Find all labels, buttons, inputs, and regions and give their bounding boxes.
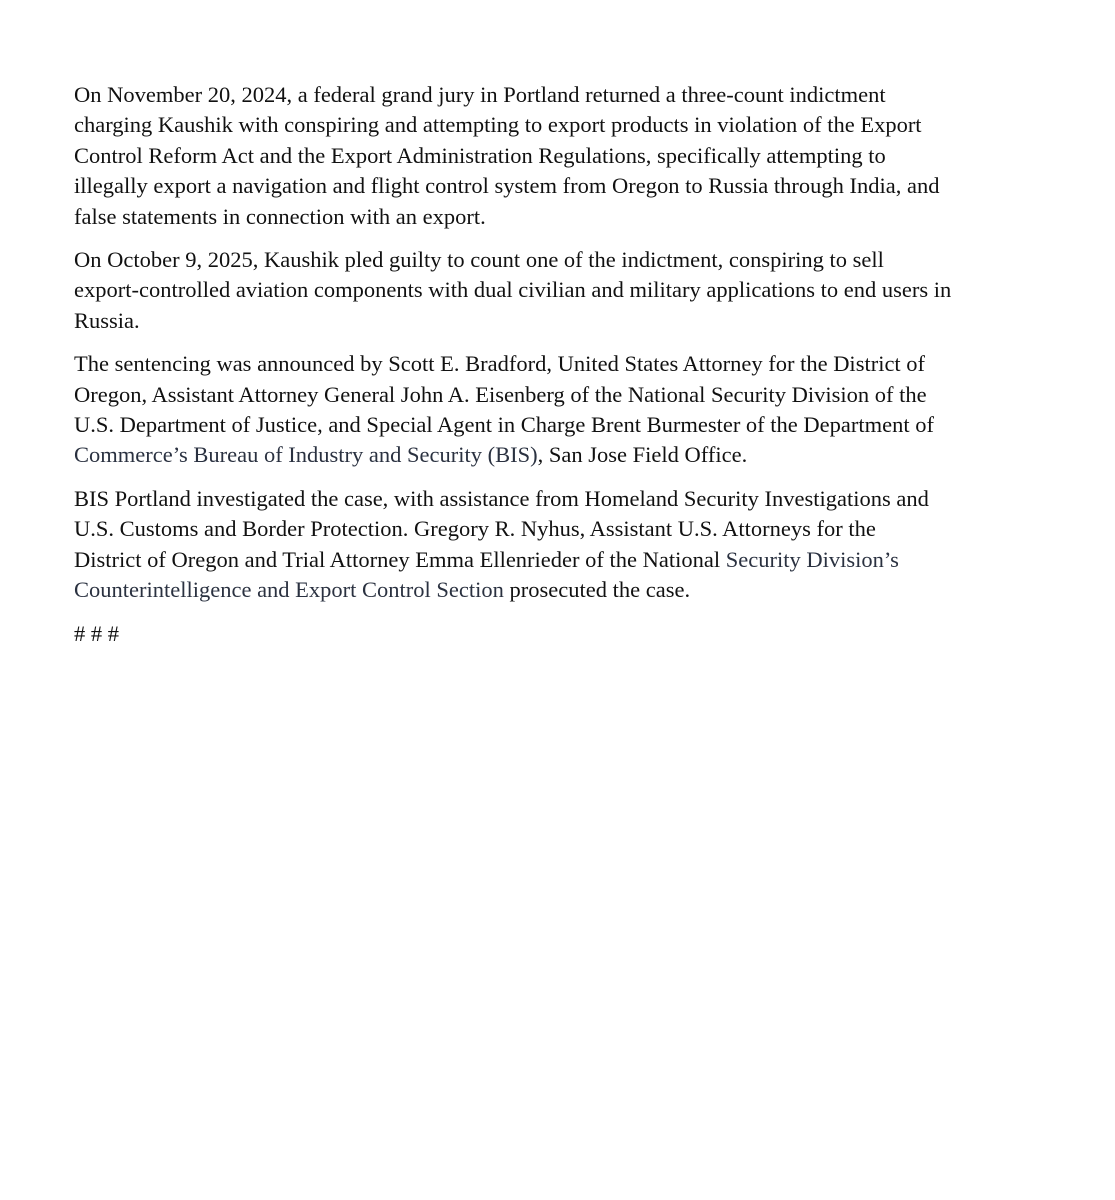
document-body [74,80,1064,649]
paragraph-indictment [74,80,1064,232]
paragraph-guilty-plea [74,245,1064,336]
paragraph-line [74,440,1064,470]
paragraph-line [74,545,1064,575]
ces-link[interactable]: Counterintelligence and Export Control Section [74,577,504,603]
paragraph-line: illegally export a navigation and flight control system from Oregon to Russia through India, and [74,173,940,199]
paragraph-line: Oregon, Assistant Attorney General John A. Eisenberg of the National Security Division of the [74,381,927,407]
end-mark: # # # [74,620,119,646]
paragraph-line: export-controlled aviation components with dual civilian and military applications to end users in [74,277,952,303]
paragraph-line [74,575,1064,605]
paragraph-line: U.S. Department of Justice, and Special Agent in Charge Brent Burmester of the Department of [74,412,934,438]
paragraph-line: false statements in connection with an export. [74,203,486,229]
paragraph-line-text: , San Jose Field Office. [537,442,748,468]
paragraph-line: On November 20, 2024, a federal grand jury in Portland returned a three-count indictment [74,82,886,107]
bis-link[interactable]: Commerce’s Bureau of Industry and Security (BIS) [74,442,538,468]
paragraph-line: The sentencing was announced by Scott E. Bradford, United States Attorney for the District of [74,351,926,377]
paragraph-investigation [74,484,1064,606]
paragraph-sentencing-announcement [74,349,1064,471]
paragraph-line: Control Reform Act and the Export Administration Regulations, specifically attempting to [74,142,886,168]
paragraph-line: U.S. Customs and Border Protection. Gregory R. Nyhus, Assistant U.S. Attorneys for the [74,516,876,542]
paragraph-line: Russia. [74,307,140,333]
paragraph-line: BIS Portland investigated the case, with assistance from Homeland Security Investigations and [74,485,929,511]
paragraph-line: On October 9, 2025, Kaushik pled guilty to count one of the indictment, conspiring to sell [74,247,884,273]
paragraph-line: charging Kaushik with conspiring and attempting to export products in violation of the Export [74,112,922,138]
paragraph-line-text: prosecuted the case. [503,577,691,603]
nsd-link[interactable]: Security Division’s [725,546,899,572]
paragraph-line-text: District of Oregon and Trial Attorney Emma Ellenrieder of the National [74,546,726,572]
